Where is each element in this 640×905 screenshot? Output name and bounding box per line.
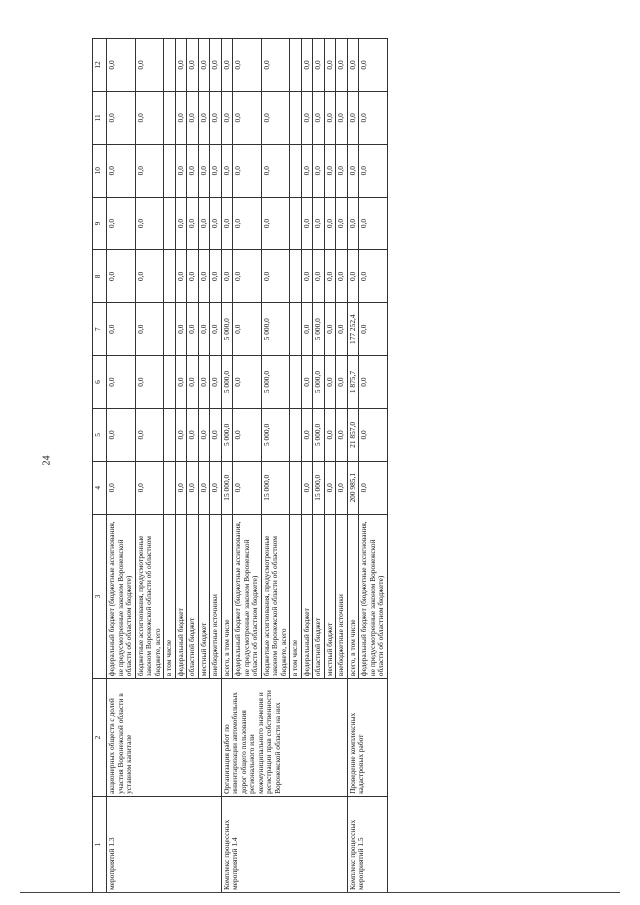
funding-source-cell: областной бюджет — [313, 514, 325, 679]
value-cell — [164, 144, 176, 197]
value-cell: 0,0 — [261, 39, 290, 92]
value-cell: 0,0 — [198, 408, 210, 461]
value-cell: 0,0 — [198, 250, 210, 303]
program-code-cell: Комплекс процессных мероприятий 1.5 — [347, 796, 387, 892]
value-cell: 0,0 — [135, 250, 164, 303]
value-cell: 0,0 — [187, 39, 199, 92]
funding-source-cell: федеральный бюджет — [175, 514, 187, 679]
value-cell — [290, 250, 302, 303]
column-header-1: 1 — [93, 796, 107, 892]
program-code-cell: Комплекс процессных мероприятий 1.4 — [221, 796, 347, 892]
value-cell: 0,0 — [210, 461, 222, 514]
value-cell — [164, 250, 176, 303]
funding-source-cell: федеральный бюджет — [301, 514, 313, 679]
value-cell: 0,0 — [135, 197, 164, 250]
page-number: 24 — [41, 455, 53, 466]
value-cell: 0,0 — [336, 303, 348, 356]
column-header-5: 5 — [93, 408, 107, 461]
value-cell: 0,0 — [233, 91, 262, 144]
value-cell: 0,0 — [324, 144, 336, 197]
value-cell: 0,0 — [261, 250, 290, 303]
value-cell: 0,0 — [347, 91, 359, 144]
value-cell: 0,0 — [324, 356, 336, 409]
funding-source-cell: федеральный бюджет (бюджетные ассигнования, не предусмотренные законом Воронежской области об областном бюджете) — [107, 514, 136, 679]
value-cell: 0,0 — [210, 39, 222, 92]
value-cell: 0,0 — [336, 408, 348, 461]
value-cell: 0,0 — [210, 250, 222, 303]
value-cell: 0,0 — [198, 197, 210, 250]
value-cell: 0,0 — [359, 461, 388, 514]
value-cell: 0,0 — [187, 197, 199, 250]
value-cell: 0,0 — [135, 461, 164, 514]
value-cell: 0,0 — [135, 144, 164, 197]
value-cell — [164, 91, 176, 144]
table-header-row — [93, 39, 107, 893]
value-cell: 0,0 — [359, 408, 388, 461]
value-cell: 177 252,4 — [347, 303, 359, 356]
value-cell: 0,0 — [347, 250, 359, 303]
value-cell: 0,0 — [301, 91, 313, 144]
rotated-page — [86, 0, 626, 905]
value-cell: 0,0 — [301, 39, 313, 92]
value-cell: 0,0 — [336, 144, 348, 197]
value-cell: 0,0 — [107, 250, 136, 303]
table-row — [107, 39, 136, 893]
value-cell: 0,0 — [347, 197, 359, 250]
value-cell — [290, 197, 302, 250]
value-cell: 15 000,0 — [261, 461, 290, 514]
value-cell: 0,0 — [210, 144, 222, 197]
value-cell: 0,0 — [359, 197, 388, 250]
value-cell: 5 000,0 — [313, 408, 325, 461]
value-cell: 0,0 — [107, 39, 136, 92]
column-header-11: 11 — [93, 91, 107, 144]
bottom-rule — [20, 892, 620, 893]
value-cell — [164, 356, 176, 409]
value-cell: 0,0 — [175, 91, 187, 144]
value-cell: 0,0 — [359, 144, 388, 197]
program-name-cell: Организация работ по инвентаризации автомобильных дорог общего пользования регионального или межмуниципального значения и регистрации прав собственности Воронежской области на них — [221, 679, 347, 797]
value-cell: 0,0 — [187, 461, 199, 514]
value-cell: 0,0 — [233, 197, 262, 250]
funding-source-cell: в том числе — [290, 514, 302, 679]
value-cell: 0,0 — [301, 144, 313, 197]
value-cell: 0,0 — [198, 91, 210, 144]
value-cell — [290, 39, 302, 92]
value-cell: 0,0 — [107, 461, 136, 514]
value-cell: 0,0 — [336, 250, 348, 303]
value-cell: 0,0 — [107, 408, 136, 461]
value-cell: 200 985,1 — [347, 461, 359, 514]
value-cell: 0,0 — [359, 303, 388, 356]
value-cell: 0,0 — [175, 39, 187, 92]
funding-source-cell: внебюджетные источники — [210, 514, 222, 679]
value-cell: 0,0 — [198, 303, 210, 356]
value-cell: 0,0 — [301, 197, 313, 250]
value-cell: 15 000,0 — [221, 461, 233, 514]
value-cell: 0,0 — [336, 356, 348, 409]
table-row — [347, 39, 359, 893]
funding-source-cell: всего, в том числе — [347, 514, 359, 679]
value-cell: 5 000,0 — [313, 356, 325, 409]
value-cell: 0,0 — [324, 408, 336, 461]
value-cell: 0,0 — [187, 303, 199, 356]
funding-source-cell: внебюджетные источники — [336, 514, 348, 679]
value-cell: 0,0 — [261, 197, 290, 250]
value-cell: 0,0 — [359, 91, 388, 144]
value-cell — [164, 461, 176, 514]
funding-source-cell: бюджетные ассигнования, предусмотренные законом Воронежской области об областном бюджете, всего — [135, 514, 164, 679]
value-cell: 0,0 — [175, 356, 187, 409]
value-cell: 0,0 — [187, 356, 199, 409]
value-cell — [164, 197, 176, 250]
value-cell: 0,0 — [233, 408, 262, 461]
column-header-7: 7 — [93, 303, 107, 356]
value-cell: 5 000,0 — [221, 356, 233, 409]
value-cell: 0,0 — [210, 408, 222, 461]
value-cell: 0,0 — [233, 461, 262, 514]
value-cell: 0,0 — [210, 91, 222, 144]
value-cell: 0,0 — [261, 91, 290, 144]
value-cell: 0,0 — [261, 144, 290, 197]
value-cell: 0,0 — [313, 250, 325, 303]
value-cell: 0,0 — [324, 197, 336, 250]
value-cell: 0,0 — [198, 144, 210, 197]
budget-table — [92, 38, 388, 893]
value-cell: 0,0 — [187, 91, 199, 144]
table-body — [107, 39, 388, 893]
value-cell: 0,0 — [175, 461, 187, 514]
funding-source-cell: в том числе — [164, 514, 176, 679]
value-cell: 21 857,0 — [347, 408, 359, 461]
value-cell: 0,0 — [301, 303, 313, 356]
value-cell: 5 000,0 — [261, 408, 290, 461]
funding-source-cell: федеральный бюджет (бюджетные ассигнования, не предусмотренные законом Воронежской области об областном бюджете) — [233, 514, 262, 679]
value-cell: 0,0 — [221, 250, 233, 303]
value-cell: 0,0 — [313, 197, 325, 250]
column-header-6: 6 — [93, 356, 107, 409]
value-cell: 0,0 — [210, 356, 222, 409]
value-cell: 0,0 — [336, 39, 348, 92]
value-cell: 0,0 — [135, 303, 164, 356]
value-cell — [164, 408, 176, 461]
value-cell: 1 875,7 — [347, 356, 359, 409]
value-cell: 0,0 — [107, 303, 136, 356]
value-cell: 0,0 — [135, 356, 164, 409]
value-cell: 0,0 — [210, 303, 222, 356]
value-cell: 0,0 — [301, 250, 313, 303]
column-header-12: 12 — [93, 39, 107, 92]
value-cell: 5 000,0 — [261, 303, 290, 356]
value-cell: 0,0 — [175, 250, 187, 303]
column-header-9: 9 — [93, 197, 107, 250]
value-cell: 0,0 — [135, 39, 164, 92]
value-cell: 0,0 — [313, 91, 325, 144]
value-cell — [290, 356, 302, 409]
column-header-2: 2 — [93, 679, 107, 797]
value-cell: 0,0 — [210, 197, 222, 250]
value-cell — [290, 461, 302, 514]
value-cell: 0,0 — [301, 461, 313, 514]
value-cell: 5 000,0 — [221, 303, 233, 356]
value-cell: 0,0 — [359, 39, 388, 92]
value-cell: 0,0 — [107, 356, 136, 409]
funding-source-cell: местный бюджет — [198, 514, 210, 679]
value-cell: 0,0 — [324, 91, 336, 144]
column-header-8: 8 — [93, 250, 107, 303]
value-cell: 0,0 — [233, 250, 262, 303]
column-header-3: 3 — [93, 514, 107, 679]
funding-source-cell: бюджетные ассигнования, предусмотренные законом Воронежской области об областном бюджете, всего — [261, 514, 290, 679]
value-cell: 0,0 — [336, 197, 348, 250]
value-cell — [290, 91, 302, 144]
value-cell — [164, 39, 176, 92]
value-cell: 0,0 — [175, 303, 187, 356]
column-header-10: 10 — [93, 144, 107, 197]
value-cell: 0,0 — [221, 144, 233, 197]
value-cell: 0,0 — [107, 197, 136, 250]
program-name-cell: Проведение комплексных кадастровых работ — [347, 679, 387, 797]
value-cell: 5 000,0 — [261, 356, 290, 409]
value-cell: 0,0 — [198, 356, 210, 409]
value-cell: 0,0 — [175, 197, 187, 250]
value-cell — [164, 303, 176, 356]
value-cell — [290, 303, 302, 356]
value-cell: 0,0 — [313, 144, 325, 197]
value-cell: 0,0 — [324, 303, 336, 356]
value-cell: 0,0 — [336, 461, 348, 514]
value-cell: 0,0 — [221, 91, 233, 144]
funding-source-cell: всего, в том числе — [221, 514, 233, 679]
program-name-cell: акционерных обществ с долей участия Воронежской области в уставном капитале — [107, 679, 222, 797]
value-cell: 5 000,0 — [221, 408, 233, 461]
value-cell: 0,0 — [347, 39, 359, 92]
value-cell: 15 000,0 — [313, 461, 325, 514]
value-cell: 0,0 — [187, 250, 199, 303]
value-cell: 0,0 — [221, 197, 233, 250]
value-cell: 0,0 — [233, 144, 262, 197]
value-cell: 5 000,0 — [313, 303, 325, 356]
value-cell: 0,0 — [347, 144, 359, 197]
value-cell: 0,0 — [359, 356, 388, 409]
value-cell — [290, 408, 302, 461]
value-cell: 0,0 — [324, 39, 336, 92]
value-cell: 0,0 — [221, 39, 233, 92]
column-header-4: 4 — [93, 461, 107, 514]
funding-source-cell: областной бюджет — [187, 514, 199, 679]
table-row — [221, 39, 233, 893]
value-cell: 0,0 — [336, 91, 348, 144]
value-cell: 0,0 — [187, 408, 199, 461]
value-cell: 0,0 — [324, 461, 336, 514]
value-cell: 0,0 — [198, 461, 210, 514]
value-cell: 0,0 — [301, 408, 313, 461]
value-cell: 0,0 — [187, 144, 199, 197]
value-cell: 0,0 — [233, 303, 262, 356]
value-cell: 0,0 — [198, 39, 210, 92]
value-cell: 0,0 — [233, 39, 262, 92]
value-cell: 0,0 — [301, 356, 313, 409]
value-cell: 0,0 — [135, 408, 164, 461]
value-cell: 0,0 — [107, 144, 136, 197]
value-cell — [290, 144, 302, 197]
value-cell: 0,0 — [107, 91, 136, 144]
value-cell: 0,0 — [135, 91, 164, 144]
value-cell: 0,0 — [175, 144, 187, 197]
funding-source-cell: федеральный бюджет (бюджетные ассигнования, не предусмотренные законом Воронежской области об областном бюджете) — [359, 514, 388, 679]
funding-source-cell: местный бюджет — [324, 514, 336, 679]
value-cell: 0,0 — [324, 250, 336, 303]
program-code-cell: мероприятий 1.3 — [107, 796, 222, 892]
value-cell: 0,0 — [175, 408, 187, 461]
value-cell: 0,0 — [233, 356, 262, 409]
value-cell: 0,0 — [359, 250, 388, 303]
value-cell: 0,0 — [313, 39, 325, 92]
